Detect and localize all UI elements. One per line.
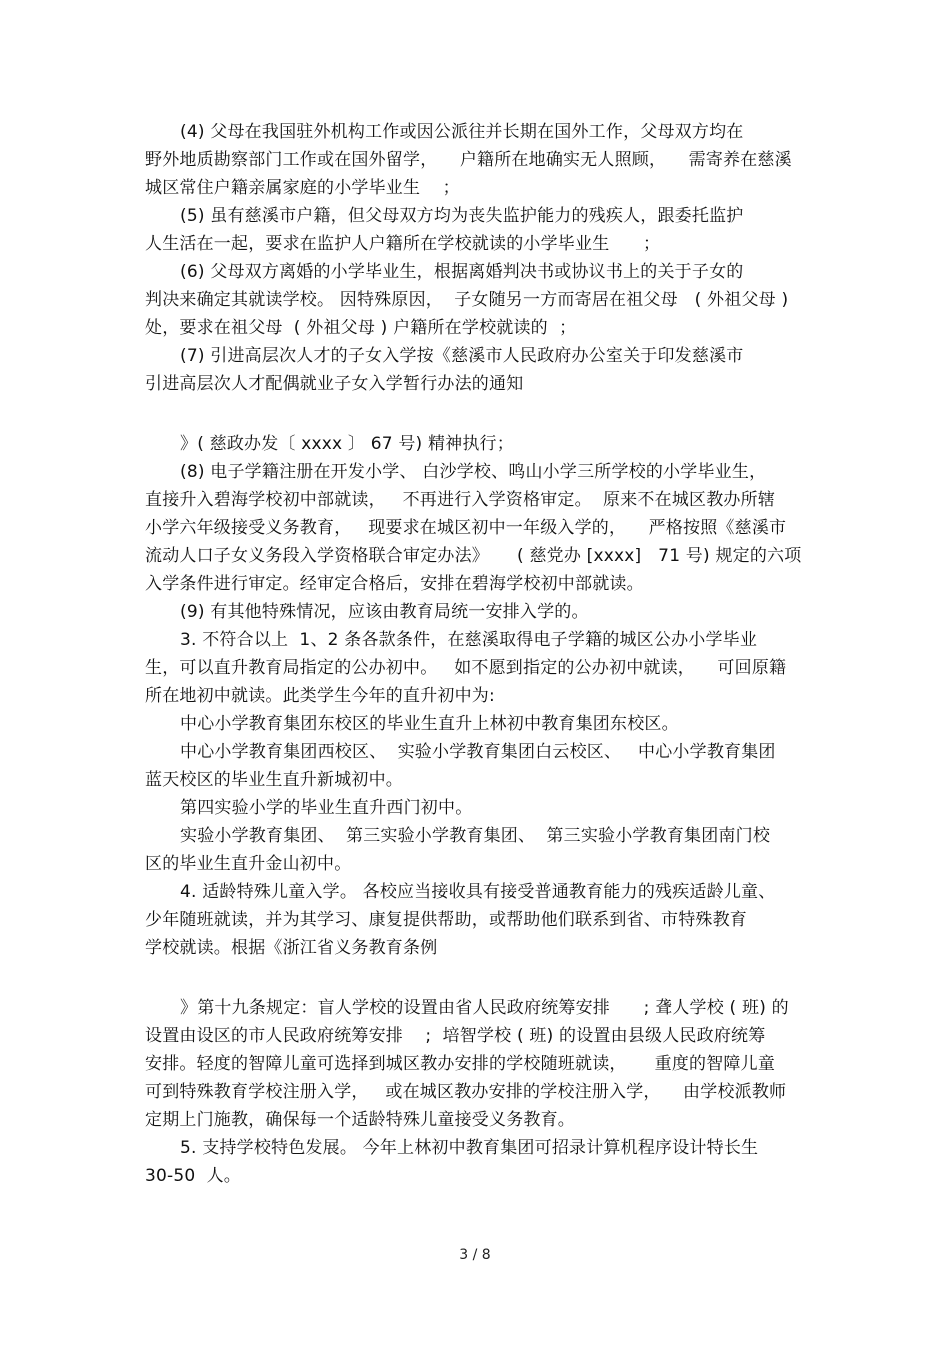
text-line: 人生活在一起，要求在监护人户籍所在学校就读的小学毕业生 ； — [145, 234, 661, 254]
text-line: 5. 支持学校特色发展。 今年上林初中教育集团可招录计算机程序设计特长生 — [180, 1138, 759, 1158]
page-number: 3 / 8 — [459, 1247, 491, 1263]
text-line: 中心小学教育集团西校区、 实验小学教育集团白云校区、 中心小学教育集团 — [180, 742, 776, 762]
text-line: 》第十九条规定：盲人学校的设置由省人民政府统筹安排 ; 聋人学校 ( 班) 的 — [180, 998, 789, 1018]
text-line: (6) 父母双方离婚的小学毕业生，根据离婚判决书或协议书上的关于子女的 — [180, 262, 744, 282]
text-line: 引进高层次人才配偶就业子女入学暂行办法的通知 — [145, 374, 524, 394]
text-line: 安排。轻度的智障儿童可选择到城区教办安排的学校随班就读， 重度的智障儿童 — [145, 1054, 776, 1074]
text-line: 少年随班就读，并为其学习、康复提供帮助，或帮助他们联系到省、市特殊教育 — [145, 910, 747, 930]
text-line: 流动人口子女义务段入学资格联合审定办法》 ( 慈党办 [xxxx] 71 号) 规定的六项 — [145, 546, 802, 566]
text-line: (4) 父母在我国驻外机构工作或因公派往并长期在国外工作，父母双方均在 — [180, 122, 744, 142]
text-line: (8) 电子学籍注册在开发小学、 白沙学校、鸣山小学三所学校的小学毕业生， — [180, 462, 767, 482]
text-line: 中心小学教育集团东校区的毕业生直升上林初中教育集团东校区。 — [180, 714, 679, 734]
text-line: 可到特殊教育学校注册入学， 或在城区教办安排的学校注册入学， 由学校派教师 — [145, 1082, 787, 1102]
text-line: 处，要求在祖父母 ( 外祖父母 ) 户籍所在学校就读的 ； — [145, 318, 577, 338]
text-line: (5) 虽有慈溪市户籍，但父母双方均为丧失监护能力的残疾人，跟委托监护 — [180, 206, 744, 226]
text-line: 3. 不符合以上 1、2 条各款条件，在慈溪取得电子学籍的城区公办小学毕业 — [180, 630, 758, 650]
text-line: 入学条件进行审定。经审定合格后，安排在碧海学校初中部就读。 — [145, 574, 644, 594]
text-line: 30-50 人。 — [145, 1166, 242, 1186]
text-line: 小学六年级接受义务教育， 现要求在城区初中一年级入学的， 严格按照《慈溪市 — [145, 518, 787, 538]
text-line: 城区常住户籍亲属家庭的小学毕业生 ； — [145, 178, 460, 198]
text-line: 实验小学教育集团、 第三实验小学教育集团、 第三实验小学教育集团南门校 — [180, 826, 771, 846]
text-line: 定期上门施教，确保每一个适龄特殊儿童接受义务教育。 — [145, 1110, 575, 1130]
text-line: (9) 有其他特殊情况，应该由教育局统一安排入学的。 — [180, 602, 589, 622]
text-line: 所在地初中就读。此类学生今年的直升初中为: — [145, 686, 495, 706]
text-line: (7) 引进高层次人才的子女入学按《慈溪市人民政府办公室关于印发慈溪市 — [180, 346, 744, 366]
text-line: 蓝天校区的毕业生直升新城初中。 — [145, 770, 403, 790]
text-line: 设置由设区的市人民政府统筹安排 ; 培智学校 ( 班) 的设置由县级人民政府统筹 — [145, 1026, 766, 1046]
text-line: 学校就读。根据《浙江省义务教育条例 — [145, 938, 438, 958]
text-line: 》( 慈政办发〔 xxxx 〕 67 号) 精神执行； — [180, 434, 514, 454]
text-line: 判决来确定其就读学校。 因特殊原因， 子女随另一方而寄居在祖父母 ( 外祖父母 ) — [145, 290, 789, 310]
text-line: 野外地质勘察部门工作或在国外留学， 户籍所在地确实无人照顾， 需寄养在慈溪 — [145, 150, 792, 170]
text-line: 生，可以直升教育局指定的公办初中。 如不愿到指定的公办初中就读， 可回原籍 — [145, 658, 787, 678]
text-line: 区的毕业生直升金山初中。 — [145, 854, 352, 874]
text-line: 4. 适龄特殊儿童入学。 各校应当接收具有接受普通教育能力的残疾适龄儿童、 — [180, 882, 776, 902]
text-line: 直接升入碧海学校初中部就读， 不再进行入学资格审定。 原来不在城区教办所辖 — [145, 490, 776, 510]
text-line: 第四实验小学的毕业生直升西门初中。 — [180, 798, 473, 818]
